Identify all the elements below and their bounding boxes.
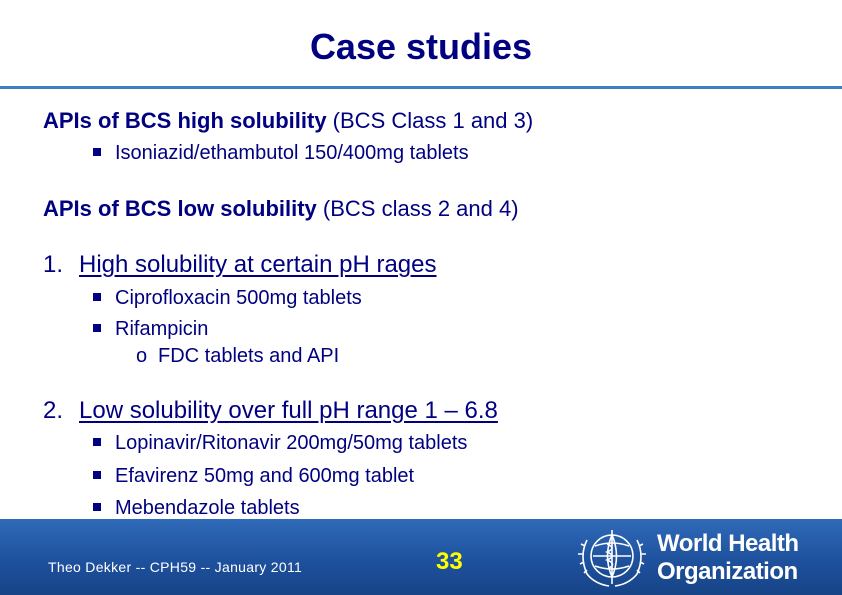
item-number: 1. bbox=[43, 251, 64, 278]
circle-bullet-icon: o bbox=[136, 345, 148, 367]
title-divider bbox=[0, 86, 842, 89]
section-high-solubility-rest: (BCS Class 1 and 3) bbox=[326, 108, 534, 133]
bullet-text: Mebendazole tablets bbox=[115, 497, 300, 519]
numbered-item-2 bbox=[43, 397, 498, 425]
bullet-lopinavir bbox=[93, 432, 467, 455]
section-high-solubility bbox=[43, 108, 533, 134]
numbered-item-1 bbox=[43, 251, 437, 279]
who-logo-text bbox=[657, 530, 799, 586]
who-emblem-icon bbox=[573, 524, 651, 590]
section-low-solubility bbox=[43, 196, 519, 222]
item-text: Low solubility over full pH range 1 – 6.8 bbox=[79, 397, 498, 424]
bullet-text: FDC tablets and API bbox=[158, 345, 340, 367]
bullet-text: Ciprofloxacin 500mg tablets bbox=[115, 287, 362, 309]
section-low-solubility-rest: (BCS class 2 and 4) bbox=[316, 196, 519, 221]
bullet-text: Efavirenz 50mg and 600mg tablet bbox=[115, 465, 415, 487]
bullet-efavirenz bbox=[93, 465, 414, 488]
footer-presenter: Theo Dekker -- CPH59 -- January 2011 bbox=[48, 559, 303, 575]
who-line-2: Organization bbox=[657, 558, 798, 585]
page-number: 33 bbox=[436, 548, 463, 575]
bullet-text: Rifampicin bbox=[115, 318, 209, 340]
bullet-text: Isoniazid/ethambutol 150/400mg tablets bbox=[115, 142, 469, 164]
bullet-mebendazole bbox=[93, 497, 300, 520]
square-bullet-icon bbox=[93, 503, 101, 511]
square-bullet-icon bbox=[93, 438, 101, 446]
square-bullet-icon bbox=[93, 324, 101, 332]
item-number: 2. bbox=[43, 397, 64, 424]
square-bullet-icon bbox=[93, 293, 101, 301]
item-text: High solubility at certain pH rages bbox=[79, 251, 437, 278]
square-bullet-icon bbox=[93, 471, 101, 479]
bullet-text: Lopinavir/Ritonavir 200mg/50mg tablets bbox=[115, 432, 468, 454]
who-line-1: World Health bbox=[657, 530, 799, 557]
square-bullet-icon bbox=[93, 148, 101, 156]
bullet-ciprofloxacin bbox=[93, 287, 362, 310]
bullet-isoniazid bbox=[93, 142, 469, 165]
slide-title: Case studies bbox=[309, 26, 533, 67]
section-low-solubility-bold: APIs of BCS low solubility bbox=[43, 196, 317, 221]
section-high-solubility-bold: APIs of BCS high solubility bbox=[43, 108, 327, 133]
sub-bullet-fdc bbox=[136, 345, 339, 368]
bullet-rifampicin bbox=[93, 318, 208, 341]
